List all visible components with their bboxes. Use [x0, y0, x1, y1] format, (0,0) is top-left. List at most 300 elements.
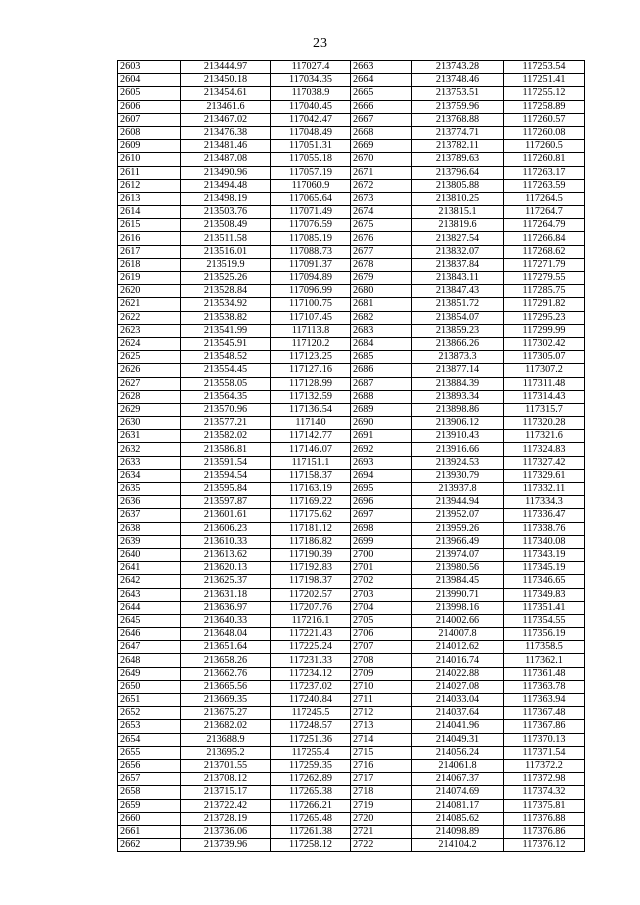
y-coordinate-cell: 117038.9 — [271, 87, 351, 100]
point-number-cell: 2701 — [351, 562, 412, 575]
y-coordinate-cell: 117264.7 — [504, 206, 585, 219]
x-coordinate-cell: 214104.2 — [412, 839, 504, 852]
x-coordinate-cell: 213503.76 — [181, 206, 271, 219]
point-number-cell: 2625 — [118, 351, 181, 364]
x-coordinate-cell: 214098.89 — [412, 825, 504, 838]
x-coordinate-cell: 213805.88 — [412, 179, 504, 192]
y-coordinate-cell: 117260.5 — [504, 140, 585, 153]
point-number-cell: 2623 — [118, 324, 181, 337]
point-number-cell: 2638 — [118, 522, 181, 535]
x-coordinate-cell: 213748.46 — [412, 74, 504, 87]
y-coordinate-cell: 117324.83 — [504, 443, 585, 456]
x-coordinate-cell: 213640.33 — [181, 614, 271, 627]
x-coordinate-cell: 213739.96 — [181, 839, 271, 852]
point-number-cell: 2695 — [351, 483, 412, 496]
y-coordinate-cell: 117271.79 — [504, 258, 585, 271]
y-coordinate-cell: 117372.98 — [504, 773, 585, 786]
x-coordinate-cell: 213558.05 — [181, 377, 271, 390]
x-coordinate-cell: 213859.23 — [412, 324, 504, 337]
table-row — [118, 575, 585, 588]
y-coordinate-cell: 117221.43 — [271, 628, 351, 641]
y-coordinate-cell: 117266.21 — [271, 799, 351, 812]
point-number-cell: 2611 — [118, 166, 181, 179]
point-number-cell: 2641 — [118, 562, 181, 575]
x-coordinate-cell: 213937.8 — [412, 483, 504, 496]
y-coordinate-cell: 117346.65 — [504, 575, 585, 588]
point-number-cell: 2681 — [351, 298, 412, 311]
y-coordinate-cell: 117259.35 — [271, 759, 351, 772]
point-number-cell: 2637 — [118, 509, 181, 522]
table-row — [118, 680, 585, 693]
point-number-cell: 2699 — [351, 535, 412, 548]
y-coordinate-cell: 117071.49 — [271, 206, 351, 219]
table-row — [118, 799, 585, 812]
table-row — [118, 535, 585, 548]
x-coordinate-cell: 214041.96 — [412, 720, 504, 733]
y-coordinate-cell: 117091.37 — [271, 258, 351, 271]
x-coordinate-cell: 213736.06 — [181, 825, 271, 838]
y-coordinate-cell: 117372.2 — [504, 759, 585, 772]
point-number-cell: 2622 — [118, 311, 181, 324]
point-number-cell: 2675 — [351, 219, 412, 232]
y-coordinate-cell: 117263.17 — [504, 166, 585, 179]
x-coordinate-cell: 213974.07 — [412, 548, 504, 561]
point-number-cell: 2674 — [351, 206, 412, 219]
y-coordinate-cell: 117123.25 — [271, 351, 351, 364]
point-number-cell: 2667 — [351, 113, 412, 126]
point-number-cell: 2644 — [118, 601, 181, 614]
point-number-cell: 2704 — [351, 601, 412, 614]
point-number-cell: 2684 — [351, 337, 412, 350]
x-coordinate-cell: 213595.84 — [181, 483, 271, 496]
x-coordinate-cell: 213944.94 — [412, 496, 504, 509]
y-coordinate-cell: 117260.08 — [504, 126, 585, 139]
y-coordinate-cell: 117285.75 — [504, 285, 585, 298]
x-coordinate-cell: 213519.9 — [181, 258, 271, 271]
point-number-cell: 2647 — [118, 641, 181, 654]
x-coordinate-cell: 213819.6 — [412, 219, 504, 232]
table-row — [118, 641, 585, 654]
point-number-cell: 2632 — [118, 443, 181, 456]
point-number-cell: 2664 — [351, 74, 412, 87]
point-number-cell: 2713 — [351, 720, 412, 733]
y-coordinate-cell: 117295.23 — [504, 311, 585, 324]
point-number-cell: 2654 — [118, 733, 181, 746]
x-coordinate-cell: 213538.82 — [181, 311, 271, 324]
y-coordinate-cell: 117266.84 — [504, 232, 585, 245]
point-number-cell: 2665 — [351, 87, 412, 100]
x-coordinate-cell: 213601.61 — [181, 509, 271, 522]
x-coordinate-cell: 213851.72 — [412, 298, 504, 311]
x-coordinate-cell: 213658.26 — [181, 654, 271, 667]
point-number-cell: 2607 — [118, 113, 181, 126]
table-row — [118, 61, 585, 74]
y-coordinate-cell: 117128.99 — [271, 377, 351, 390]
y-coordinate-cell: 117216.1 — [271, 614, 351, 627]
y-coordinate-cell: 117264.5 — [504, 192, 585, 205]
point-number-cell: 2668 — [351, 126, 412, 139]
y-coordinate-cell: 117107.45 — [271, 311, 351, 324]
point-number-cell: 2710 — [351, 680, 412, 693]
y-coordinate-cell: 117361.48 — [504, 667, 585, 680]
table-row — [118, 74, 585, 87]
table-row — [118, 786, 585, 799]
point-number-cell: 2662 — [118, 839, 181, 852]
y-coordinate-cell: 117198.37 — [271, 575, 351, 588]
point-number-cell: 2609 — [118, 140, 181, 153]
x-coordinate-cell: 213682.02 — [181, 720, 271, 733]
y-coordinate-cell: 117060.9 — [271, 179, 351, 192]
x-coordinate-cell: 213606.23 — [181, 522, 271, 535]
point-number-cell: 2630 — [118, 417, 181, 430]
x-coordinate-cell: 213511.58 — [181, 232, 271, 245]
x-coordinate-cell: 213815.1 — [412, 206, 504, 219]
y-coordinate-cell: 117376.12 — [504, 839, 585, 852]
y-coordinate-cell: 117268.62 — [504, 245, 585, 258]
x-coordinate-cell: 213461.6 — [181, 100, 271, 113]
point-number-cell: 2696 — [351, 496, 412, 509]
point-number-cell: 2645 — [118, 614, 181, 627]
y-coordinate-cell: 117363.94 — [504, 694, 585, 707]
point-number-cell: 2635 — [118, 483, 181, 496]
point-number-cell: 2616 — [118, 232, 181, 245]
y-coordinate-cell: 117127.16 — [271, 364, 351, 377]
y-coordinate-cell: 117329.61 — [504, 469, 585, 482]
table-row — [118, 192, 585, 205]
x-coordinate-cell: 213570.96 — [181, 403, 271, 416]
table-row — [118, 694, 585, 707]
y-coordinate-cell: 117186.82 — [271, 535, 351, 548]
table-row — [118, 311, 585, 324]
x-coordinate-cell: 213866.26 — [412, 337, 504, 350]
point-number-cell: 2677 — [351, 245, 412, 258]
x-coordinate-cell: 213715.17 — [181, 786, 271, 799]
point-number-cell: 2612 — [118, 179, 181, 192]
point-number-cell: 2685 — [351, 351, 412, 364]
x-coordinate-cell: 213774.71 — [412, 126, 504, 139]
y-coordinate-cell: 117327.42 — [504, 456, 585, 469]
y-coordinate-cell: 117100.75 — [271, 298, 351, 311]
point-number-cell: 2658 — [118, 786, 181, 799]
table-row — [118, 839, 585, 852]
x-coordinate-cell: 214081.17 — [412, 799, 504, 812]
y-coordinate-cell: 117258.12 — [271, 839, 351, 852]
y-coordinate-cell: 117190.39 — [271, 548, 351, 561]
x-coordinate-cell: 213796.64 — [412, 166, 504, 179]
x-coordinate-cell: 213789.63 — [412, 153, 504, 166]
x-coordinate-cell: 213924.53 — [412, 456, 504, 469]
x-coordinate-cell: 213898.86 — [412, 403, 504, 416]
point-number-cell: 2657 — [118, 773, 181, 786]
table-row — [118, 219, 585, 232]
x-coordinate-cell: 213516.01 — [181, 245, 271, 258]
point-number-cell: 2663 — [351, 61, 412, 74]
y-coordinate-cell: 117065.64 — [271, 192, 351, 205]
y-coordinate-cell: 117048.49 — [271, 126, 351, 139]
point-number-cell: 2615 — [118, 219, 181, 232]
y-coordinate-cell: 117363.78 — [504, 680, 585, 693]
point-number-cell: 2688 — [351, 390, 412, 403]
y-coordinate-cell: 117231.33 — [271, 654, 351, 667]
y-coordinate-cell: 117367.48 — [504, 707, 585, 720]
x-coordinate-cell: 213930.79 — [412, 469, 504, 482]
x-coordinate-cell: 213701.55 — [181, 759, 271, 772]
point-number-cell: 2649 — [118, 667, 181, 680]
point-number-cell: 2691 — [351, 430, 412, 443]
y-coordinate-cell: 117279.55 — [504, 272, 585, 285]
y-coordinate-cell: 117265.38 — [271, 786, 351, 799]
x-coordinate-cell: 213548.52 — [181, 351, 271, 364]
y-coordinate-cell: 117354.55 — [504, 614, 585, 627]
y-coordinate-cell: 117343.19 — [504, 548, 585, 561]
x-coordinate-cell: 214037.64 — [412, 707, 504, 720]
y-coordinate-cell: 117181.12 — [271, 522, 351, 535]
y-coordinate-cell: 117034.35 — [271, 74, 351, 87]
y-coordinate-cell: 117291.82 — [504, 298, 585, 311]
x-coordinate-cell: 214067.37 — [412, 773, 504, 786]
point-number-cell: 2683 — [351, 324, 412, 337]
x-coordinate-cell: 213884.39 — [412, 377, 504, 390]
table-row — [118, 483, 585, 496]
x-coordinate-cell: 213893.34 — [412, 390, 504, 403]
x-coordinate-cell: 214085.62 — [412, 812, 504, 825]
y-coordinate-cell: 117151.1 — [271, 456, 351, 469]
point-number-cell: 2655 — [118, 746, 181, 759]
point-number-cell: 2621 — [118, 298, 181, 311]
point-number-cell: 2719 — [351, 799, 412, 812]
point-number-cell: 2606 — [118, 100, 181, 113]
x-coordinate-cell: 214022.88 — [412, 667, 504, 680]
y-coordinate-cell: 117321.6 — [504, 430, 585, 443]
coordinates-table — [117, 60, 585, 852]
x-coordinate-cell: 213545.91 — [181, 337, 271, 350]
point-number-cell: 2620 — [118, 285, 181, 298]
x-coordinate-cell: 213847.43 — [412, 285, 504, 298]
table-row — [118, 469, 585, 482]
table-row — [118, 707, 585, 720]
y-coordinate-cell: 117265.48 — [271, 812, 351, 825]
y-coordinate-cell: 117351.41 — [504, 601, 585, 614]
point-number-cell: 2714 — [351, 733, 412, 746]
point-number-cell: 2709 — [351, 667, 412, 680]
table-row — [118, 773, 585, 786]
y-coordinate-cell: 117362.1 — [504, 654, 585, 667]
y-coordinate-cell: 117175.62 — [271, 509, 351, 522]
point-number-cell: 2717 — [351, 773, 412, 786]
x-coordinate-cell: 213708.12 — [181, 773, 271, 786]
x-coordinate-cell: 213651.64 — [181, 641, 271, 654]
point-number-cell: 2613 — [118, 192, 181, 205]
y-coordinate-cell: 117088.73 — [271, 245, 351, 258]
x-coordinate-cell: 213952.07 — [412, 509, 504, 522]
x-coordinate-cell: 213959.26 — [412, 522, 504, 535]
y-coordinate-cell: 117076.59 — [271, 219, 351, 232]
table-row — [118, 456, 585, 469]
point-number-cell: 2666 — [351, 100, 412, 113]
table-row — [118, 562, 585, 575]
point-number-cell: 2705 — [351, 614, 412, 627]
point-number-cell: 2672 — [351, 179, 412, 192]
x-coordinate-cell: 213810.25 — [412, 192, 504, 205]
y-coordinate-cell: 117370.13 — [504, 733, 585, 746]
table-row — [118, 337, 585, 350]
y-coordinate-cell: 117258.89 — [504, 100, 585, 113]
y-coordinate-cell: 117338.76 — [504, 522, 585, 535]
y-coordinate-cell: 117305.07 — [504, 351, 585, 364]
x-coordinate-cell: 213662.76 — [181, 667, 271, 680]
y-coordinate-cell: 117158.37 — [271, 469, 351, 482]
point-number-cell: 2720 — [351, 812, 412, 825]
y-coordinate-cell: 117245.5 — [271, 707, 351, 720]
y-coordinate-cell: 117371.54 — [504, 746, 585, 759]
y-coordinate-cell: 117264.79 — [504, 219, 585, 232]
x-coordinate-cell: 213688.9 — [181, 733, 271, 746]
table-row — [118, 614, 585, 627]
y-coordinate-cell: 117263.59 — [504, 179, 585, 192]
x-coordinate-cell: 213827.54 — [412, 232, 504, 245]
table-row — [118, 403, 585, 416]
x-coordinate-cell: 213631.18 — [181, 588, 271, 601]
x-coordinate-cell: 213577.21 — [181, 417, 271, 430]
x-coordinate-cell: 213613.62 — [181, 548, 271, 561]
table-row — [118, 100, 585, 113]
point-number-cell: 2643 — [118, 588, 181, 601]
x-coordinate-cell: 213444.97 — [181, 61, 271, 74]
table-row — [118, 285, 585, 298]
point-number-cell: 2614 — [118, 206, 181, 219]
point-number-cell: 2618 — [118, 258, 181, 271]
point-number-cell: 2639 — [118, 535, 181, 548]
y-coordinate-cell: 117132.59 — [271, 390, 351, 403]
x-coordinate-cell: 214049.31 — [412, 733, 504, 746]
y-coordinate-cell: 117057.19 — [271, 166, 351, 179]
y-coordinate-cell: 117334.3 — [504, 496, 585, 509]
x-coordinate-cell: 213494.48 — [181, 179, 271, 192]
x-coordinate-cell: 213722.42 — [181, 799, 271, 812]
y-coordinate-cell: 117094.89 — [271, 272, 351, 285]
y-coordinate-cell: 117307.2 — [504, 364, 585, 377]
point-number-cell: 2636 — [118, 496, 181, 509]
x-coordinate-cell: 213648.04 — [181, 628, 271, 641]
point-number-cell: 2605 — [118, 87, 181, 100]
point-number-cell: 2628 — [118, 390, 181, 403]
y-coordinate-cell: 117345.19 — [504, 562, 585, 575]
point-number-cell: 2642 — [118, 575, 181, 588]
y-coordinate-cell: 117202.57 — [271, 588, 351, 601]
x-coordinate-cell: 213564.35 — [181, 390, 271, 403]
x-coordinate-cell: 213454.61 — [181, 87, 271, 100]
point-number-cell: 2679 — [351, 272, 412, 285]
point-number-cell: 2702 — [351, 575, 412, 588]
table-row — [118, 298, 585, 311]
x-coordinate-cell: 213554.45 — [181, 364, 271, 377]
point-number-cell: 2634 — [118, 469, 181, 482]
point-number-cell: 2711 — [351, 694, 412, 707]
y-coordinate-cell: 117375.81 — [504, 799, 585, 812]
table-row — [118, 812, 585, 825]
point-number-cell: 2689 — [351, 403, 412, 416]
point-number-cell: 2690 — [351, 417, 412, 430]
point-number-cell: 2650 — [118, 680, 181, 693]
point-number-cell: 2686 — [351, 364, 412, 377]
table-row — [118, 496, 585, 509]
y-coordinate-cell: 117314.43 — [504, 390, 585, 403]
table-row — [118, 825, 585, 838]
table-row — [118, 759, 585, 772]
x-coordinate-cell: 213508.49 — [181, 219, 271, 232]
x-coordinate-cell: 213980.56 — [412, 562, 504, 575]
y-coordinate-cell: 117240.84 — [271, 694, 351, 707]
y-coordinate-cell: 117140 — [271, 417, 351, 430]
y-coordinate-cell: 117261.38 — [271, 825, 351, 838]
x-coordinate-cell: 213832.07 — [412, 245, 504, 258]
y-coordinate-cell: 117332.11 — [504, 483, 585, 496]
x-coordinate-cell: 213669.35 — [181, 694, 271, 707]
x-coordinate-cell: 214056.24 — [412, 746, 504, 759]
table-row — [118, 667, 585, 680]
point-number-cell: 2716 — [351, 759, 412, 772]
point-number-cell: 2706 — [351, 628, 412, 641]
y-coordinate-cell: 117311.48 — [504, 377, 585, 390]
x-coordinate-cell: 213610.33 — [181, 535, 271, 548]
table-row — [118, 509, 585, 522]
x-coordinate-cell: 214027.08 — [412, 680, 504, 693]
x-coordinate-cell: 213481.46 — [181, 140, 271, 153]
x-coordinate-cell: 213753.51 — [412, 87, 504, 100]
x-coordinate-cell: 213998.16 — [412, 601, 504, 614]
x-coordinate-cell: 213916.66 — [412, 443, 504, 456]
table-row — [118, 548, 585, 561]
point-number-cell: 2627 — [118, 377, 181, 390]
x-coordinate-cell: 213525.26 — [181, 272, 271, 285]
y-coordinate-cell: 117225.24 — [271, 641, 351, 654]
x-coordinate-cell: 213877.14 — [412, 364, 504, 377]
y-coordinate-cell: 117113.8 — [271, 324, 351, 337]
table-row — [118, 601, 585, 614]
point-number-cell: 2715 — [351, 746, 412, 759]
y-coordinate-cell: 117260.57 — [504, 113, 585, 126]
y-coordinate-cell: 117253.54 — [504, 61, 585, 74]
coordinates-table-body — [118, 61, 585, 852]
y-coordinate-cell: 117255.4 — [271, 746, 351, 759]
point-number-cell: 2669 — [351, 140, 412, 153]
y-coordinate-cell: 117040.45 — [271, 100, 351, 113]
x-coordinate-cell: 213586.81 — [181, 443, 271, 456]
table-row — [118, 417, 585, 430]
x-coordinate-cell: 214007.8 — [412, 628, 504, 641]
y-coordinate-cell: 117255.12 — [504, 87, 585, 100]
x-coordinate-cell: 213984.45 — [412, 575, 504, 588]
x-coordinate-cell: 213487.08 — [181, 153, 271, 166]
point-number-cell: 2673 — [351, 192, 412, 205]
x-coordinate-cell: 213837.84 — [412, 258, 504, 271]
point-number-cell: 2631 — [118, 430, 181, 443]
y-coordinate-cell: 117237.02 — [271, 680, 351, 693]
y-coordinate-cell: 117315.7 — [504, 403, 585, 416]
x-coordinate-cell: 213854.07 — [412, 311, 504, 324]
y-coordinate-cell: 117302.42 — [504, 337, 585, 350]
x-coordinate-cell: 213728.19 — [181, 812, 271, 825]
table-row — [118, 443, 585, 456]
x-coordinate-cell: 213467.02 — [181, 113, 271, 126]
table-row — [118, 377, 585, 390]
x-coordinate-cell: 213782.11 — [412, 140, 504, 153]
x-coordinate-cell: 213873.3 — [412, 351, 504, 364]
x-coordinate-cell: 213910.43 — [412, 430, 504, 443]
table-row — [118, 140, 585, 153]
point-number-cell: 2640 — [118, 548, 181, 561]
point-number-cell: 2712 — [351, 707, 412, 720]
